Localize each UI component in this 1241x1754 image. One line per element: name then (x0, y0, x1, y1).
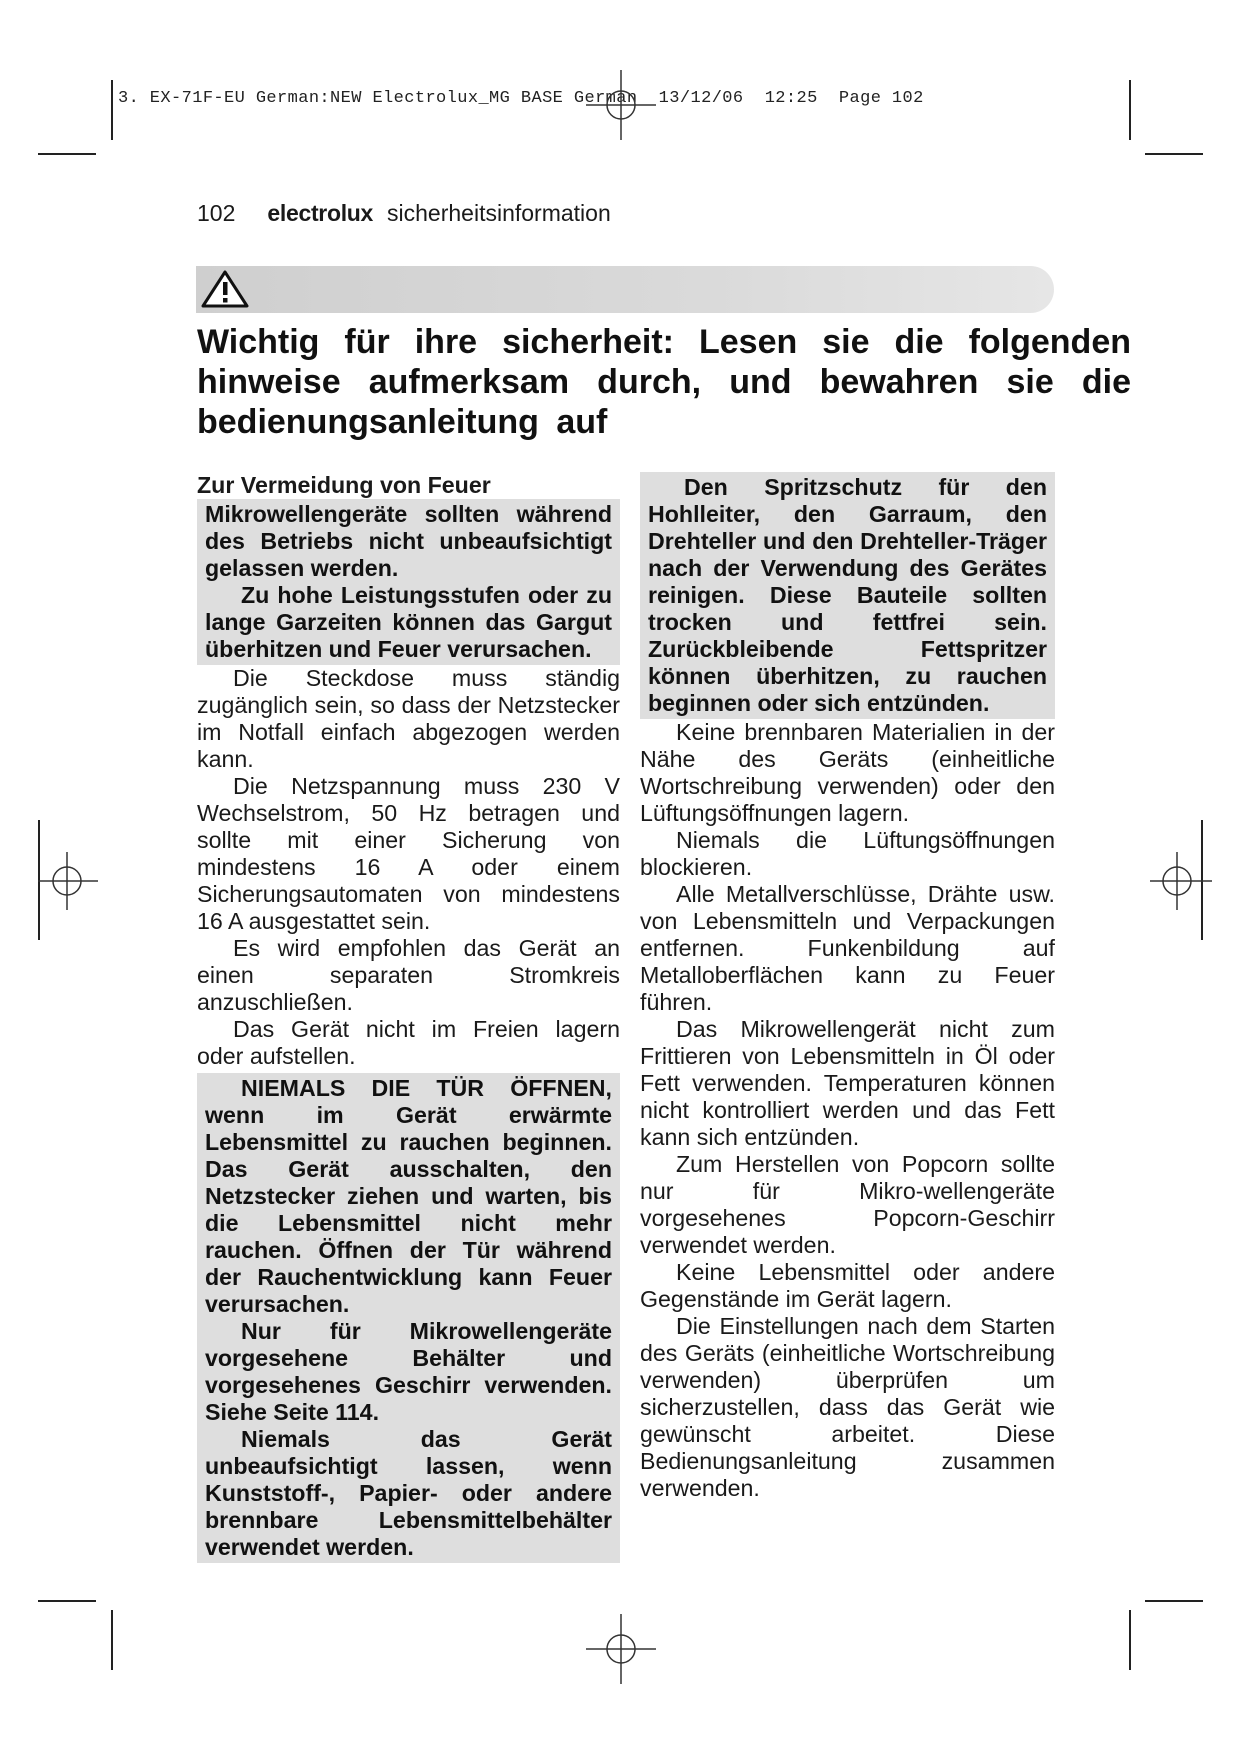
paragraph: Keine Lebensmittel oder andere Gegenstände im Gerät lagern. (640, 1259, 1055, 1312)
crop-mark (1129, 1610, 1131, 1670)
paragraph: Die Einstellungen nach dem Starten des Geräts (einheitliche Wortschreibung verwenden) überprüfen um sicherzustellen, dass das Gerät wie gewünscht arbeitet. Diese Bedienungsanleitung zusammen verwenden. (640, 1313, 1055, 1501)
paragraph: Zum Herstellen von Popcorn sollte nur für Mikro-wellengeräte vorgesehenes Popcorn-Geschirr verwendet werden. (640, 1151, 1055, 1258)
crop-mark (111, 1610, 113, 1670)
crop-mark (38, 1600, 96, 1602)
bold-paragraph: Zu hohe Leistungsstufen oder zu lange Garzeiten können das Gargut überhitzen und Feuer verursachen. (205, 582, 612, 662)
crop-mark (1145, 1600, 1203, 1602)
bold-paragraph: NIEMALS DIE TÜR ÖFFNEN, wenn im Gerät erwärmte Lebensmittel zu rauchen beginnen. Das Gerät ausschalten, den Netzstecker ziehen und warten, bis die Lebensmittel nicht mehr rauchen. Öffnen der Tür während der Rauchentwicklung kann Feuer verursachen. (205, 1075, 612, 1317)
bold-paragraph: Den Spritzschutz für den Hohlleiter, den Garraum, den Drehteller und den Drehteller-Träger nach der Verwendung des Gerätes reinigen. Diese Bauteile sollten trocken und fettfrei sein. Zurückbleibende Fettspritzer können überhitzen, zu rauchen beginnen oder sich entzünden. (648, 474, 1047, 716)
section-heading: Zur Vermeidung von Feuer (197, 472, 491, 498)
highlight-box (197, 499, 620, 665)
paragraph: Alle Metallverschlüsse, Drähte usw. von Lebensmitteln und Verpackungen entfernen. Funkenbildung auf Metalloberflächen kann zu Feuer führen. (640, 881, 1055, 1015)
paragraph: Die Steckdose muss ständig zugänglich sein, so dass der Netzstecker im Notfall einfach abgezogen werden kann. (197, 665, 620, 772)
paragraph: Das Gerät nicht im Freien lagern oder aufstellen. (197, 1016, 620, 1069)
registration-mark-icon (1142, 846, 1212, 916)
crop-mark (1145, 153, 1203, 155)
brand-name: electrolux (267, 200, 374, 226)
registration-mark-icon (586, 1614, 656, 1684)
paragraph: Niemals die Lüftungsöffnungen blockieren. (640, 827, 1055, 880)
printer-slug: 3. EX-71F-EU German:NEW Electrolux_MG BASE German 13/12/06 12:25 Page 102 (118, 89, 924, 108)
highlight-box (197, 1073, 620, 1563)
bold-paragraph: Nur für Mikrowellengeräte vorgesehene Behälter und vorgesehenes Geschirr verwenden. Siehe Seite 114. (205, 1318, 612, 1425)
paragraph: Die Netzspannung muss 230 V Wechselstrom, 50 Hz betragen und sollte mit einer Sicherung von mindestens 16 A oder einem Sicherungsautomaten von mindestens 16 A ausgestattet sein. (197, 773, 620, 934)
left-column (197, 472, 620, 1563)
registration-mark-icon (586, 70, 656, 140)
right-column (640, 472, 1055, 1502)
crop-mark (38, 153, 96, 155)
crop-mark (1129, 80, 1131, 140)
page-number: 102 (197, 200, 236, 226)
highlight-box (640, 472, 1055, 719)
running-header (197, 200, 611, 227)
registration-mark-icon (38, 846, 108, 916)
warning-triangle-icon (200, 269, 250, 309)
paragraph: Keine brennbaren Materialien in der Nähe des Geräts (einheitliche Wortschreibung verwenden) oder den Lüftungsöffnungen lagern. (640, 719, 1055, 826)
page-title: Wichtig für ihre sicherheit: Lesen sie die folgenden hinweise aufmerksam durch, und bewahren sie die bedienungsanleitung auf (197, 323, 1131, 441)
paragraph: Es wird empfohlen das Gerät an einen separaten Stromkreis anzuschließen. (197, 935, 620, 1015)
section-name: sicherheitsinformation (387, 200, 611, 226)
paragraph: Das Mikrowellengerät nicht zum Frittieren von Lebensmitteln in Öl oder Fett verwenden. Temperaturen können nicht kontrolliert werden und das Fett kann sich entzünden. (640, 1016, 1055, 1150)
bold-paragraph: Mikrowellengeräte sollten während des Betriebs nicht unbeaufsichtigt gelassen werden. (205, 501, 612, 581)
warning-bar (196, 266, 1054, 313)
bold-paragraph: Niemals das Gerät unbeaufsichtigt lassen, wenn Kunststoff-, Papier- oder andere brennbare Lebensmittelbehälter verwendet werden. (205, 1426, 612, 1560)
crop-mark (111, 80, 113, 140)
